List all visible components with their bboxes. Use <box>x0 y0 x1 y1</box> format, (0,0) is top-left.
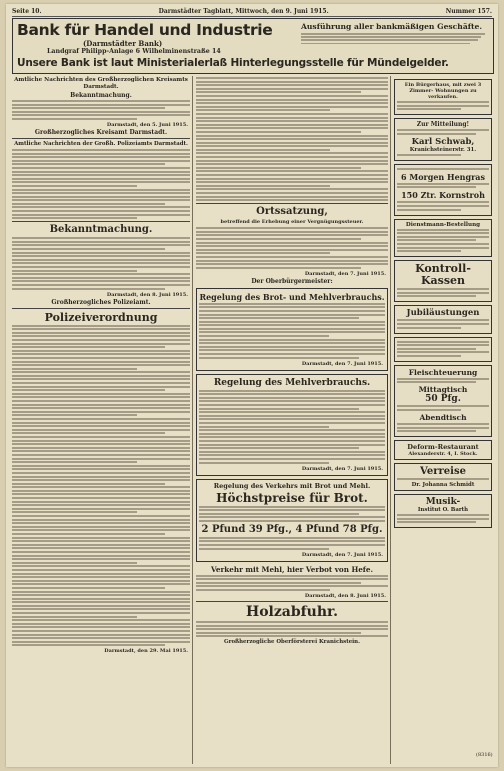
ad-name: Karl Schwab, <box>411 136 475 147</box>
issue-number: Nummer 157. <box>445 7 492 15</box>
notice-heading: Bekanntmachung. <box>49 224 153 236</box>
ad-heading: Deform-Restaurant <box>407 443 479 452</box>
ad-text: Ein Bürgerhaus, mit zwei 3 Zimmer- Wohnungen zu verkaufen. <box>404 82 482 100</box>
ad-heading: Abendtisch <box>419 413 467 423</box>
ad-name: Institut O. Barth <box>417 507 469 514</box>
notice-date: Darmstadt, den 7. Juni 1915. <box>301 465 383 472</box>
authority-heading: Der Oberbürgermeister: <box>251 277 333 285</box>
bank-subtitle: (Darmstädter Bank) <box>83 39 163 48</box>
notice-body <box>196 227 388 269</box>
notice-heading: Regelung des Brot- und Mehlverbrauchs. <box>199 291 385 302</box>
notice-body <box>12 325 190 647</box>
notice-heading: Holzabfuhr. <box>245 604 339 621</box>
classified-ad <box>394 463 492 491</box>
notice-body <box>196 621 388 637</box>
ad-heading: Fleischteuerung <box>408 367 478 377</box>
authority-heading: Großherzogliches Polizeiamt. <box>51 298 151 306</box>
ad-heading: Kontroll-Kassen <box>415 262 471 288</box>
ad-address: Kranichsteinerstr. 31. <box>409 146 477 153</box>
notice-body <box>12 149 190 219</box>
notice-date: Darmstadt, den 7. Juni 1915. <box>301 551 383 558</box>
masthead-date: Darmstädter Tagblatt, Mittwoch, den 9. Juni 1915. <box>158 7 329 15</box>
bread-price: 2 Pfund 39 Pfg., 4 Pfund 78 Pfg. <box>201 523 383 535</box>
notice-date: Darmstadt, den 29. Mai 1915. <box>104 648 188 655</box>
classified-ad <box>394 337 492 362</box>
bank-title: Bank für Handel und Industrie <box>17 21 273 39</box>
ad-heading: Jubiläustungen <box>406 308 480 319</box>
column-middle <box>196 76 388 764</box>
statute-heading: Ortssatzung, <box>256 206 328 218</box>
notice-date: Darmstadt, den 7. Juni 1915. <box>301 360 383 367</box>
notice-body <box>12 100 190 120</box>
classified-ad <box>394 118 492 161</box>
ad-heading: Dienstmann-Bestellung <box>405 221 481 228</box>
classified-ad <box>394 219 492 258</box>
bank-services-text <box>301 33 489 44</box>
ad-heading: Musik- <box>425 497 461 508</box>
page-number: Seite 10. <box>12 7 42 15</box>
notice-date: Darmstadt, den 7. Juni 1915. <box>304 270 386 277</box>
notice-heading: Bekanntmachung. <box>70 92 132 99</box>
notice-heading: Verkehr mit Mehl, hier Verbot von Hefe. <box>211 564 373 574</box>
notice-body <box>199 303 385 359</box>
notice-body <box>196 77 388 201</box>
authority-heading: Großherzogliche Oberförsterei Kranichstein. <box>224 639 360 646</box>
authority-heading: Großherzogliches Kreisamt Darmstadt. <box>34 128 168 136</box>
notice-heading: Regelung des Mehlverbrauchs. <box>213 377 371 388</box>
bank-services-heading: Ausführung aller bankmäßigen Geschäfte. <box>301 22 482 31</box>
notice-date: Darmstadt, den 5. Juni 1915. <box>106 121 188 128</box>
notice-body <box>199 506 385 522</box>
notice-box <box>196 479 388 562</box>
ad-heading: 150 Ztr. Kornstroh <box>401 190 485 201</box>
column-right <box>394 76 492 764</box>
notice-body <box>12 237 190 289</box>
notice-heading: Polizeiverordnung <box>44 310 158 324</box>
notice-body <box>199 537 385 550</box>
bank-advertisement <box>12 18 494 74</box>
classified-ad <box>394 365 492 437</box>
classified-ad <box>394 260 492 302</box>
bank-slogan: Unsere Bank ist laut Ministerialerlaß Hinterlegungsstelle für Mündelgelder. <box>17 57 449 69</box>
column-left <box>12 76 190 764</box>
classified-ad <box>394 164 492 216</box>
ad-heading: Verreise <box>420 466 466 478</box>
classified-ad <box>394 305 492 333</box>
classified-ad <box>394 79 492 115</box>
ad-name: Dr. Johanna Schmidt <box>411 482 475 489</box>
notice-kicker: Regelung des Verkehrs mit Brot und Mehl. <box>213 481 371 490</box>
bank-services <box>301 22 489 46</box>
notice-box <box>196 374 388 476</box>
notice-heading: Höchstpreise für Brot. <box>216 490 368 505</box>
newspaper-page <box>6 4 498 767</box>
section-heading: Amtliche Nachrichten der Großh. Polizeiamts Darmstadt. <box>14 140 188 147</box>
notice-body <box>196 575 388 591</box>
footer-code: (8316) <box>476 752 493 758</box>
notice-date: Darmstadt, den 8. Juni 1915. <box>304 593 386 600</box>
ad-address: Alexanderstr. 4, I. Stock. <box>408 451 478 458</box>
ad-heading: 6 Morgen Hengras <box>400 171 485 182</box>
notice-date: Darmstadt, den 8. Juni 1915. <box>106 291 188 298</box>
section-heading: Amtliche Nachrichten des Großherzoglichen Kreisamts Darmstadt. <box>14 77 188 90</box>
page-header <box>12 6 492 17</box>
ad-price: 50 Pfg. <box>425 394 461 405</box>
ad-heading: Zur Mitteilung! <box>416 121 470 129</box>
bank-address: Landgraf Philipp-Anlage 6 Wilhelminenstraße 14 <box>47 48 221 55</box>
notice-body <box>199 390 385 464</box>
notice-box <box>196 288 388 371</box>
ad-heading: Mittagtisch <box>418 385 468 395</box>
classified-ad <box>394 494 492 528</box>
classified-ad <box>394 440 492 460</box>
statute-subheading: betreffend die Erhebung einer Vergnügungssteuer. <box>220 219 364 226</box>
